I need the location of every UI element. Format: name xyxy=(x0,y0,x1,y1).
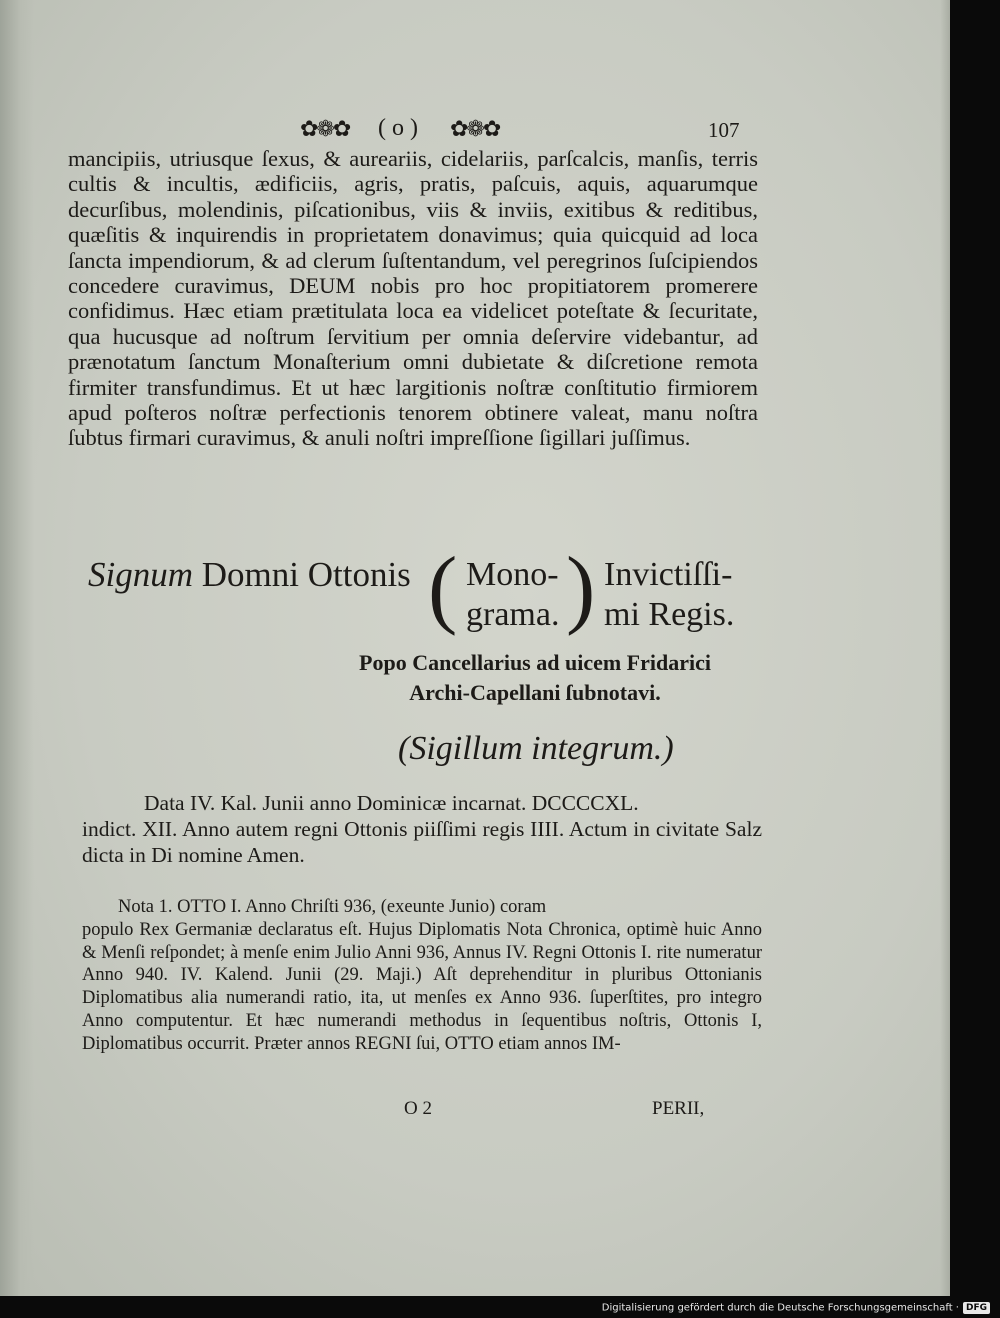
monogram-line-1: Mono- xyxy=(466,556,559,593)
running-header xyxy=(300,116,750,146)
chancellor-subscription xyxy=(300,648,770,708)
chancellor-line-2: Archi-Capellani ſubnotavi. xyxy=(409,680,661,705)
dfg-logo-icon: DFG xyxy=(963,1302,990,1314)
monogram-label xyxy=(466,555,559,635)
catchword: PERII, xyxy=(652,1098,705,1119)
dating-rest: indict. XII. Anno autem regni Ottonis piiſſimi regis IIII. Actum in civitate Salz dicta in Di nomine Amen. xyxy=(82,817,762,867)
monogram-close-paren: ) xyxy=(566,540,596,637)
page-gutter xyxy=(0,0,34,1296)
monogram-line-2: grama. xyxy=(466,596,560,633)
ornament-left-icon: ✿❁✿ xyxy=(300,116,350,141)
domni-ottonis: Domni Ottonis xyxy=(201,555,411,594)
signum-line xyxy=(88,540,748,637)
footnote-first-line: Nota 1. OTTO I. Anno Chriſti 936, (exeunte Junio) coram xyxy=(118,897,547,917)
signature-mark: O 2 xyxy=(404,1098,432,1119)
page-edge xyxy=(940,0,950,1296)
invict-line-1: Invictiſſi- xyxy=(604,556,733,593)
signum-word: Signum xyxy=(88,555,193,594)
page-number: 107 xyxy=(708,118,740,142)
sigillum-note: (Sigillum integrum.) xyxy=(398,730,674,767)
signum-label xyxy=(88,555,411,595)
signature-marker: ( o ) xyxy=(378,115,418,141)
dating-clause xyxy=(82,790,762,868)
digitization-footer xyxy=(520,1302,990,1316)
dating-line-1: Data IV. Kal. Junii anno Dominicæ incarnat. DCCCCXL. xyxy=(144,791,639,815)
ornament-right-icon: ✿❁✿ xyxy=(450,116,500,141)
footer-credit: Digitalisierung gefördert durch die Deutsche Forschungsgemeinschaft · xyxy=(601,1302,959,1314)
chancellor-line-1: Popo Cancellarius ad uicem Fridarici xyxy=(359,650,711,675)
invictissimi-regis xyxy=(604,555,734,635)
invict-line-2: mi Regis. xyxy=(604,596,735,633)
main-text-paragraph: mancipiis, utriusque ſexus, & aureariis, cidelariis, parſcalcis, manſis, terris cultis & incultis, ædificiis, agris, pratis, paſcuis, aquis, aquarumque decurſibus, molendinis, piſcationibus, viis & inviis, exitibus & reditibus, quæſitis & inquirendis in proprietatem donavimus; quia quicquid ad loca ſancta impendiorum, & ad clerum ſuſtentandum, vel peregrinos ſuſcipiendos concedere curavimus, DEUM nobis pro hoc propitiatorem promerere confidimus. Hæc etiam prætitulata loca ea videlicet poteſtate & ſecuritate, qua hucusque ad noſtrum ſervitium per omnia deſervire videbantur, ad prænotatum ſanctum Monaſterium omni dubietate & diſcretione remota firmiter transfundimus. Et ut hæc largitionis noſtræ conſtitutio firmiorem apud poſteros noſtræ perfectionis tenorem obtinere valeat, manu noſtra ſubtus firmari curavimus, & anuli noſtri impreſſione ſigillari juſſimus. xyxy=(68,146,758,451)
footnote xyxy=(82,896,762,1056)
footnote-rest: populo Rex Germaniæ declaratus eſt. Hujus Diplomatis Nota Chronica, optimè huic Anno & Menſi reſpondet; à menſe enim Julio Anni 936, Annus IV. Regni Ottonis I. rite numeratur Anno 940. IV. Kalend. Junii (29. Maji.) Aſt deprehenditur in pluribus Ottonianis Diplomatibus alia numerandi ratio, ita, ut menſes ex Anno 936. ſuperſtites, pro integro Anno computentur. Et hæc numerandi methodus in ſequentibus noſtris, Ottonis I, Diplomatibus occurrit. Præter annos REGNI ſui, OTTO etiam annos IM- xyxy=(82,919,762,1054)
monogram-open-paren: ( xyxy=(428,540,458,637)
